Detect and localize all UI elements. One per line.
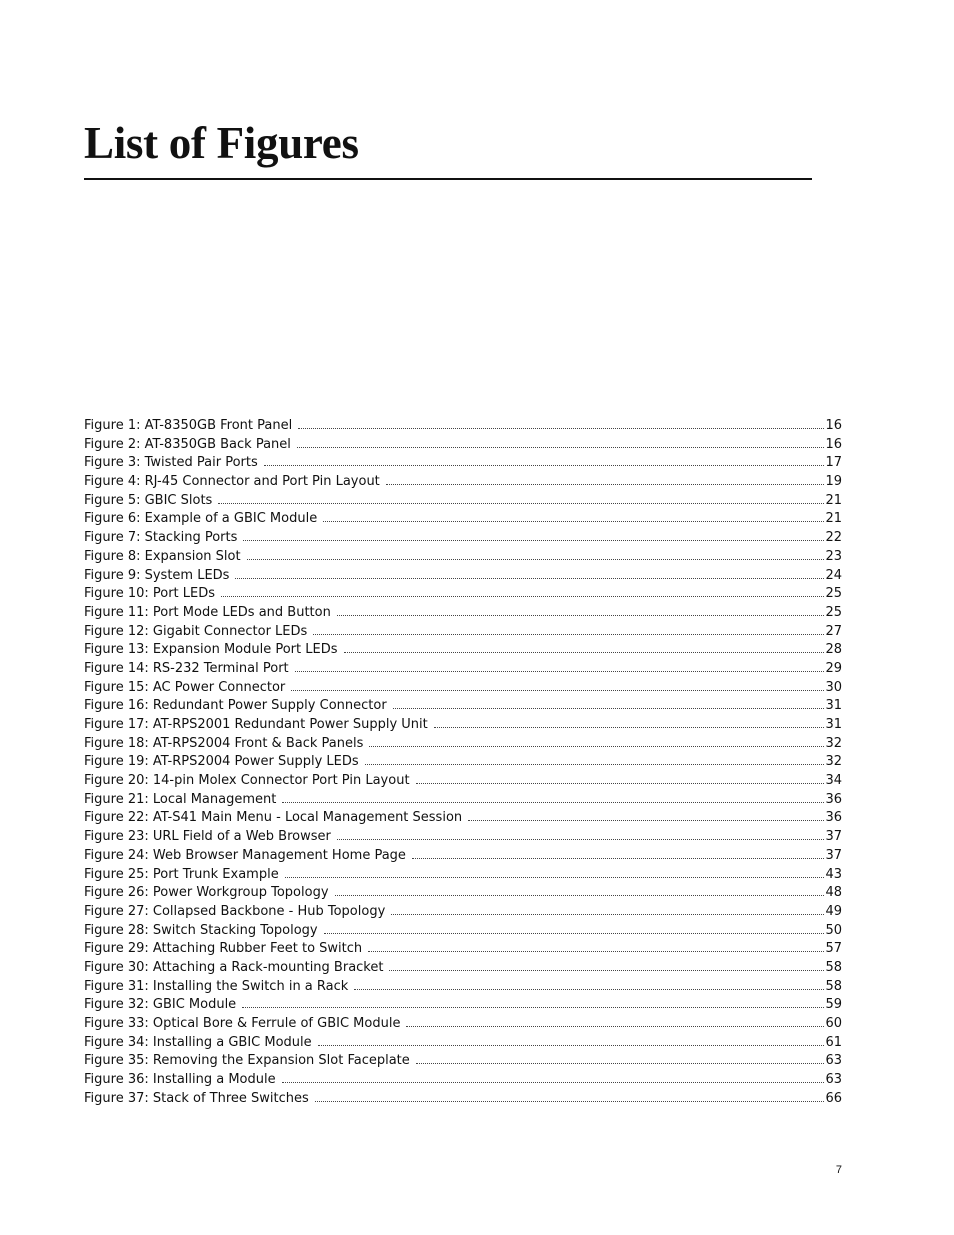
figure-entry[interactable]: [84, 585, 842, 604]
figure-entry-page: 50: [825, 922, 842, 938]
figure-entry-label: Figure 10: Port LEDs: [84, 586, 216, 602]
figure-entry[interactable]: [84, 959, 842, 978]
figure-entry-page: 58: [825, 959, 842, 975]
figure-entry[interactable]: [84, 567, 842, 586]
title-rule: [84, 178, 812, 180]
figure-entry-label: Figure 28: Switch Stacking Topology: [84, 922, 318, 938]
figure-entry-page: 27: [825, 623, 842, 639]
figure-entry-label: Figure 4: RJ-45 Connector and Port Pin Layout: [84, 474, 380, 490]
dot-leader: [369, 746, 824, 747]
figure-entry-label: Figure 23: URL Field of a Web Browser: [84, 829, 331, 845]
figure-entry-page: 30: [825, 679, 842, 695]
dot-leader: [315, 1101, 825, 1102]
figure-entry-page: 23: [825, 548, 842, 564]
figure-entry[interactable]: [84, 454, 842, 473]
figure-entry[interactable]: [84, 809, 842, 828]
dot-leader: [365, 764, 825, 765]
figure-entry-label: Figure 24: Web Browser Management Home Page: [84, 847, 406, 863]
figure-entry[interactable]: [84, 772, 842, 791]
figure-entry-label: Figure 33: Optical Bore & Ferrule of GBIC Module: [84, 1016, 401, 1031]
figure-entry-label: Figure 13: Expansion Module Port LEDs: [84, 642, 338, 658]
figure-entry-label: Figure 30: Attaching a Rack-mounting Bracket: [84, 959, 384, 975]
figure-entry[interactable]: [84, 903, 842, 922]
figure-entry-label: Figure 22: AT-S41 Main Menu - Local Management Session: [84, 810, 463, 826]
dot-leader: [324, 933, 825, 934]
figure-entry[interactable]: [84, 735, 842, 754]
dot-leader: [391, 914, 824, 915]
figure-entry-page: 32: [825, 754, 842, 770]
dot-leader: [235, 578, 824, 579]
figure-entry[interactable]: [84, 510, 842, 529]
figure-entry-label: Figure 20: 14-pin Molex Connector Port Pin Layout: [84, 773, 410, 789]
figure-entry-page: 48: [825, 885, 842, 901]
figure-entry-label: Figure 21: Local Management: [84, 791, 277, 807]
figure-entry[interactable]: [84, 529, 842, 548]
figure-entry-label: Figure 2: AT-8350GB Back Panel: [84, 436, 291, 452]
figure-entry[interactable]: [84, 884, 842, 903]
dot-leader: [406, 1026, 824, 1027]
figure-entry-page: 66: [825, 1090, 842, 1106]
figure-entry[interactable]: [84, 1090, 842, 1109]
figure-entry-label: Figure 12: Gigabit Connector LEDs: [84, 623, 308, 639]
figure-entry-label: Figure 37: Stack of Three Switches: [84, 1090, 309, 1106]
figure-entry-label: Figure 17: AT-RPS2001 Redundant Power Supply Unit: [84, 717, 428, 732]
dot-leader: [323, 521, 824, 522]
dot-leader: [291, 690, 824, 691]
figure-entry-page: 34: [825, 773, 842, 789]
figure-entry[interactable]: [84, 417, 842, 436]
dot-leader: [298, 428, 824, 429]
figure-entry[interactable]: [84, 828, 842, 847]
dot-leader: [344, 652, 825, 653]
figure-entry-page: 32: [825, 735, 842, 751]
figure-entry-label: Figure 25: Port Trunk Example: [84, 866, 279, 882]
figure-entry-label: Figure 9: System LEDs: [84, 567, 230, 583]
dot-leader: [393, 708, 825, 709]
figure-entry-label: Figure 6: Example of a GBIC Module: [84, 511, 318, 527]
figure-entry[interactable]: [84, 641, 842, 660]
dot-leader: [242, 1007, 824, 1008]
dot-leader: [389, 970, 824, 971]
dot-leader: [264, 465, 825, 466]
dot-leader: [368, 951, 824, 952]
figure-entry-label: Figure 34: Installing a GBIC Module: [84, 1034, 312, 1050]
figure-entry-page: 29: [825, 660, 842, 676]
figure-entry-label: Figure 29: Attaching Rubber Feet to Switch: [84, 941, 363, 957]
figure-entry[interactable]: [84, 1015, 842, 1034]
dot-leader: [282, 802, 824, 803]
figure-entry-page: 36: [825, 810, 842, 826]
figure-entry-page: 31: [825, 698, 842, 714]
dot-leader: [297, 447, 825, 448]
figure-entry-label: Figure 27: Collapsed Backbone - Hub Topology: [84, 903, 386, 919]
dot-leader: [295, 671, 825, 672]
figure-entry-label: Figure 35: Removing the Expansion Slot Faceplate: [84, 1053, 410, 1069]
figure-entry[interactable]: [84, 978, 842, 997]
figure-entry-page: 19: [825, 474, 842, 490]
dot-leader: [337, 615, 825, 616]
dot-leader: [386, 484, 825, 485]
figure-entry-label: Figure 14: RS-232 Terminal Port: [84, 660, 289, 676]
figure-entry-label: Figure 36: Installing a Module: [84, 1072, 276, 1088]
figure-entry[interactable]: [84, 604, 842, 623]
figure-entry[interactable]: [84, 660, 842, 679]
figure-entry-page: 21: [825, 511, 842, 527]
figure-entry[interactable]: [84, 473, 842, 492]
dot-leader: [468, 820, 824, 821]
figure-entry-page: 58: [825, 978, 842, 994]
figure-entry[interactable]: [84, 922, 842, 941]
figure-entry-page: 49: [825, 903, 842, 919]
figure-entry[interactable]: [84, 996, 842, 1015]
figure-entry[interactable]: [84, 940, 842, 959]
dot-leader: [247, 559, 825, 560]
figure-entry-page: 24: [825, 567, 842, 583]
figure-entry-page: 63: [825, 1072, 842, 1088]
figure-entry[interactable]: [84, 866, 842, 885]
figure-entry[interactable]: [84, 1034, 842, 1053]
figure-entry-page: 36: [825, 791, 842, 807]
figure-entry-page: 25: [825, 586, 842, 602]
dot-leader: [337, 839, 825, 840]
figure-entry[interactable]: [84, 623, 842, 642]
dot-leader: [285, 877, 825, 878]
figure-entry-page: 28: [825, 642, 842, 658]
figure-entry-label: Figure 18: AT-RPS2004 Front & Back Panels: [84, 735, 364, 751]
figure-entry-label: Figure 16: Redundant Power Supply Connector: [84, 698, 387, 714]
dot-leader: [354, 989, 824, 990]
figure-entry-label: Figure 5: GBIC Slots: [84, 492, 213, 508]
figure-entry-page: 43: [825, 866, 842, 882]
figure-entry-label: Figure 26: Power Workgroup Topology: [84, 885, 329, 901]
figure-entry-page: 25: [825, 604, 842, 620]
figure-entry[interactable]: [84, 716, 842, 735]
dot-leader: [434, 727, 825, 728]
figure-entry-label: Figure 1: AT-8350GB Front Panel: [84, 418, 293, 433]
figure-entry[interactable]: [84, 697, 842, 716]
dot-leader: [243, 540, 824, 541]
figure-entry[interactable]: [84, 1052, 842, 1071]
figure-entry-label: Figure 3: Twisted Pair Ports: [84, 455, 258, 471]
figure-entry[interactable]: [84, 1071, 842, 1090]
figure-entry-label: Figure 31: Installing the Switch in a Rack: [84, 978, 349, 994]
figure-entry-label: Figure 8: Expansion Slot: [84, 548, 241, 564]
figure-entry[interactable]: [84, 847, 842, 866]
figure-entry[interactable]: [84, 436, 842, 455]
figure-entry-page: 31: [825, 717, 842, 732]
page-title: List of Figures: [84, 118, 359, 168]
figure-entry-page: 17: [825, 455, 842, 471]
figure-entry-page: 21: [825, 492, 842, 508]
dot-leader: [335, 895, 825, 896]
figure-entry-page: 59: [825, 997, 842, 1013]
figure-entry[interactable]: [84, 548, 842, 567]
figure-entry-page: 57: [825, 941, 842, 957]
dot-leader: [318, 1045, 825, 1046]
figure-list: [84, 417, 842, 1108]
figure-entry-page: 37: [825, 829, 842, 845]
figure-entry-page: 60: [825, 1016, 842, 1031]
figure-entry[interactable]: [84, 492, 842, 511]
dot-leader: [416, 1063, 825, 1064]
figure-entry[interactable]: [84, 791, 842, 810]
dot-leader: [412, 858, 825, 859]
page-number: 7: [835, 1164, 842, 1176]
dot-leader: [416, 783, 825, 784]
figure-entry-page: 16: [825, 436, 842, 452]
dot-leader: [218, 503, 824, 504]
figure-entry[interactable]: [84, 753, 842, 772]
dot-leader: [313, 634, 824, 635]
figure-entry-page: 16: [825, 418, 842, 433]
figure-entry-label: Figure 15: AC Power Connector: [84, 679, 286, 695]
dot-leader: [221, 596, 824, 597]
figure-entry-page: 22: [825, 530, 842, 546]
figure-entry-label: Figure 32: GBIC Module: [84, 997, 237, 1013]
figure-entry-label: Figure 19: AT-RPS2004 Power Supply LEDs: [84, 754, 359, 770]
figure-entry[interactable]: [84, 679, 842, 698]
dot-leader: [282, 1082, 825, 1083]
figure-entry-label: Figure 11: Port Mode LEDs and Button: [84, 604, 331, 620]
figure-entry-page: 63: [825, 1053, 842, 1069]
figure-entry-page: 61: [825, 1034, 842, 1050]
figure-entry-page: 37: [825, 847, 842, 863]
figure-entry-label: Figure 7: Stacking Ports: [84, 530, 238, 546]
